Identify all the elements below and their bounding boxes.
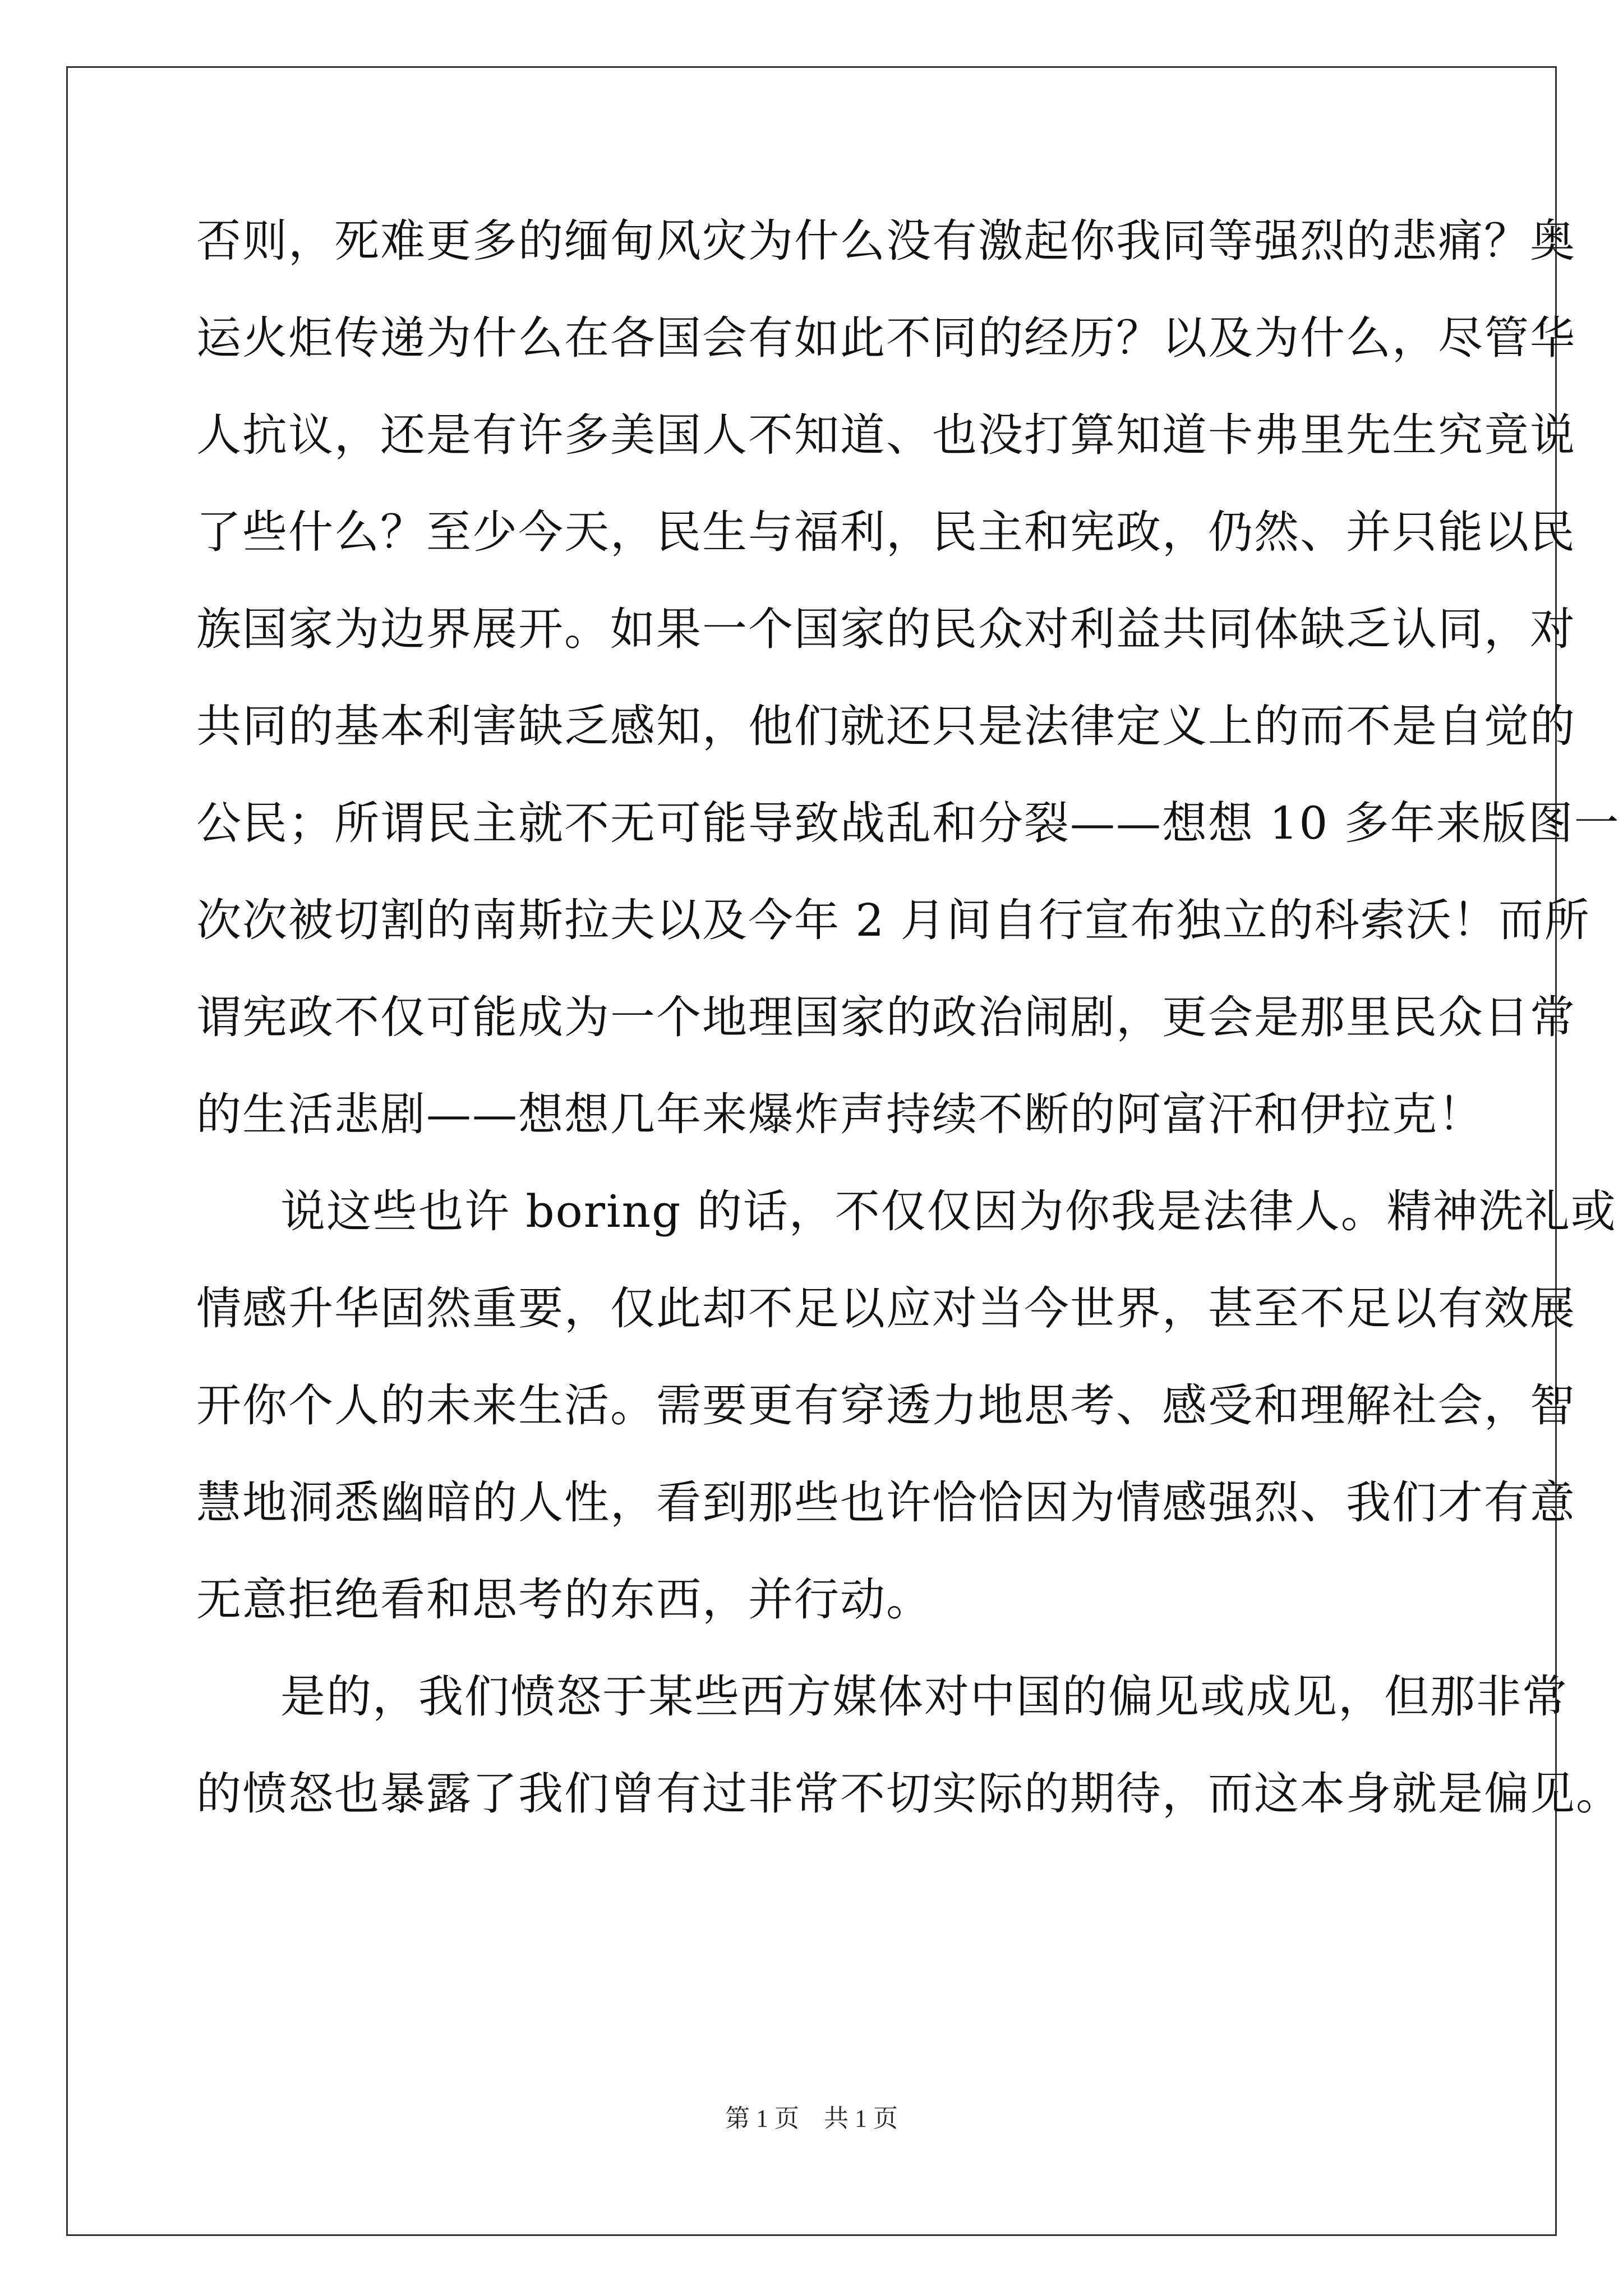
text-line: 开你个人的未来生活。需要更有穿透力地思考、感受和理解社会，智 bbox=[196, 1379, 1576, 1432]
text-line: 共同的基本利害缺乏感知，他们就还只是法律定义上的而不是自觉的 bbox=[196, 700, 1576, 752]
text-line: 慧地洞悉幽暗的人性，看到那些也许恰恰因为情感强烈、我们才有意 bbox=[196, 1476, 1576, 1529]
text-line: 人抗议，还是有许多美国人不知道、也没打算知道卡弗里先生究竟说 bbox=[196, 409, 1576, 461]
text-line: 谓宪政不仅可能成为一个地理国家的政治闹剧，更会是那里民众日常 bbox=[196, 991, 1576, 1043]
text-line: 否则，死难更多的缅甸风灾为什么没有激起你我同等强烈的悲痛？奥 bbox=[196, 215, 1576, 267]
page-border bbox=[66, 66, 1557, 2236]
page-number-footer: 第 1 页 共 1 页 bbox=[725, 2105, 898, 2132]
text-line: 运火炬传递为什么在各国会有如此不同的经历？以及为什么，尽管华 bbox=[196, 312, 1576, 364]
text-line: 无意拒绝看和思考的东西，并行动。 bbox=[196, 1573, 932, 1626]
text-line: 的生活悲剧——想想几年来爆炸声持续不断的阿富汗和伊拉克！ bbox=[196, 1088, 1484, 1140]
text-line: 了些什么？至少今天，民生与福利，民主和宪政，仍然、并只能以民 bbox=[196, 506, 1576, 558]
text-line: 次次被切割的南斯拉夫以及今年 2 月间自行宣布独立的科索沃！而所 bbox=[196, 894, 1590, 946]
text-line: 说这些也许 boring 的话，不仅仅因为你我是法律人。精神洗礼或 bbox=[280, 1185, 1617, 1237]
text-line: 公民；所谓民主就不无可能导致战乱和分裂——想想 10 多年来版图一 bbox=[196, 797, 1620, 849]
text-line: 族国家为边界展开。如果一个国家的民众对利益共同体缺乏认同，对 bbox=[196, 603, 1576, 655]
text-line: 是的，我们愤怒于某些西方媒体对中国的偏见或成见，但那非常 bbox=[280, 1671, 1568, 1723]
text-line: 的愤怒也暴露了我们曾有过非常不切实际的期待，而这本身就是偏见。 bbox=[196, 1768, 1622, 1820]
text-line: 情感升华固然重要，仅此却不足以应对当今世界，甚至不足以有效展 bbox=[196, 1282, 1576, 1335]
